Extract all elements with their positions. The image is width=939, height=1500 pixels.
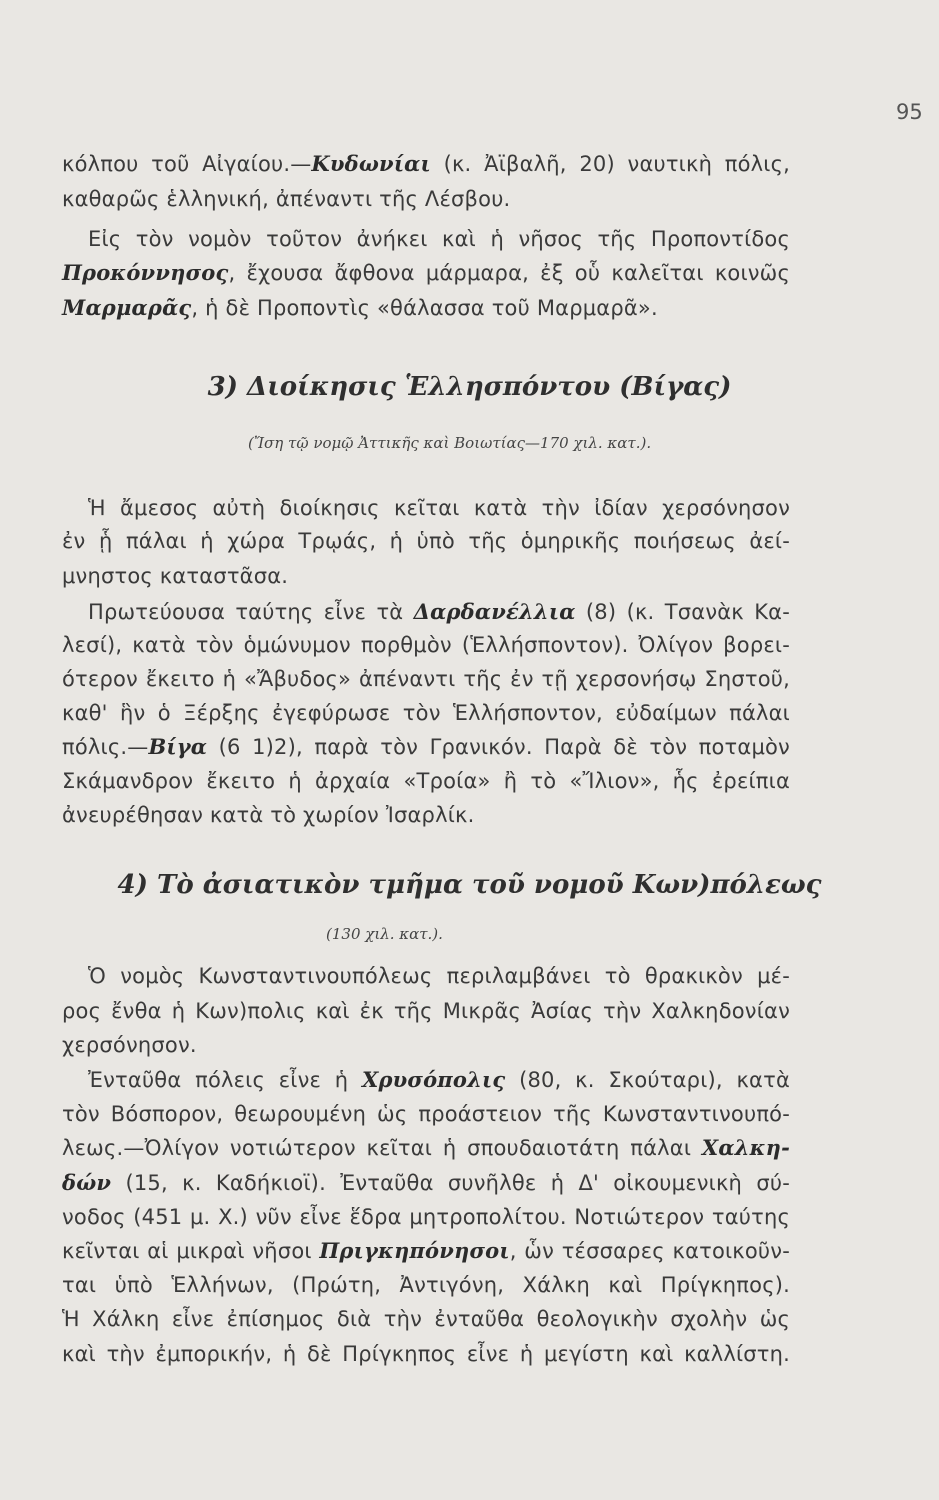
text-line: Πρωτεύουσα ταύτης εἶνε τὰ Δαρδανέλλια (8) (κ. Τσανὰκ Κα- xyxy=(88,599,790,624)
text-line: λεως.—Ὀλίγον νοτιώτερον κεῖται ἡ σπουδαιοτάτη πάλαι Χαλκη- xyxy=(62,1135,790,1160)
place-name: δών xyxy=(62,1170,112,1195)
text-line: Προκόννησος, ἔχουσα ἄφθονα μάρμαρα, ἐξ οὗ καλεῖται κοινῶς xyxy=(62,260,790,285)
text-line: Ἡ Χάλκη εἶνε ἐπίσημος διὰ τὴν ἐνταῦθα θεολογικὴν σχολὴν ὡς xyxy=(62,1307,790,1331)
text-line: Εἰς τὸν νομὸν τοῦτον ἀνήκει καὶ ἡ νῆσος τῆς Προποντίδος xyxy=(88,227,790,251)
text-line: μνηστος καταστᾶσα. xyxy=(62,564,289,588)
text-line: Ὁ νομὸς Κωνσταντινουπόλεως περιλαμβάνει τὸ θρακικὸν μέ- xyxy=(88,964,790,988)
section-subtitle: (Ἴση τῷ νομῷ Ἀττικῆς καὶ Βοιωτίας—170 χιλ. κατ.). xyxy=(248,434,652,452)
section-subtitle: (130 χιλ. κατ.). xyxy=(326,925,443,943)
text-line: Ἐνταῦθα πόλεις εἶνε ἡ Χρυσόπολις (80, κ. Σκούταρι), κατὰ xyxy=(88,1067,790,1092)
text-line: Σκάμανδρον ἔκειτο ἡ ἀρχαία «Τροία» ἢ τὸ «Ἴλιον», ἧς ἐρείπια xyxy=(62,769,790,793)
place-name: Μαρμαρᾶς xyxy=(62,295,192,320)
text-line: καθαρῶς ἑλληνική, ἀπέναντι τῆς Λέσβου. xyxy=(62,187,511,211)
page-number: 95 xyxy=(896,100,923,124)
text-line: ται ὑπὸ Ἑλλήνων, (Πρώτη, Ἀντιγόνη, Χάλκη καὶ Πρίγκηπος). xyxy=(62,1273,790,1297)
text-line: κεῖνται αἱ μικραὶ νῆσοι Πριγκηπόνησοι, ὧν τέσσαρες κατοικοῦν- xyxy=(62,1238,790,1263)
text-line: πόλις.—Βίγα (6 1)2), παρὰ τὸν Γρανικόν. Παρὰ δὲ τὸν ποταμὸν xyxy=(62,734,790,759)
text-line: δών (15, κ. Καδήκιοϊ). Ἐνταῦθα συνῆλθε ἡ Δ' οἰκουμενικὴ σύ- xyxy=(62,1170,790,1195)
text-line: λεσί), κατὰ τὸν ὁμώνυμον πορθμὸν (Ἑλλήσποντον). Ὀλίγον βορει- xyxy=(62,633,790,657)
text-line: καὶ τὴν ἐμπορικήν, ἡ δὲ Πρίγκηπος εἶνε ἡ μεγίστη καὶ καλλίστη. xyxy=(62,1342,790,1366)
place-name: Χαλκη- xyxy=(701,1135,790,1160)
text-line: νοδος (451 μ. Χ.) νῦν εἶνε ἕδρα μητροπολίτου. Νοτιώτερον ταύτης xyxy=(62,1205,790,1229)
section-heading: 4) Τὸ ἀσιατικὸν τμῆμα τοῦ νομοῦ Κων)πόλεως xyxy=(117,870,822,900)
place-name: Προκόννησος xyxy=(62,260,229,285)
text-line: ἐν ᾗ πάλαι ἡ χώρα Τρῳάς, ἡ ὑπὸ τῆς ὁμηρικῆς ποιήσεως ἀεί- xyxy=(62,529,790,553)
text-line: ἀνευρέθησαν κατὰ τὸ χωρίον Ἰσαρλίκ. xyxy=(62,803,475,827)
text-line: καθ' ἣν ὁ Ξέρξης ἐγεφύρωσε τὸν Ἑλλήσποντον, εὐδαίμων πάλαι xyxy=(62,701,790,725)
section-heading: 3) Διοίκησις Ἑλλησπόντου (Βίγας) xyxy=(207,372,732,402)
text-line: τὸν Βόσπορον, θεωρουμένη ὡς προάστειον τῆς Κωνσταντινουπό- xyxy=(62,1102,790,1126)
place-name: Κυδωνίαι xyxy=(311,151,431,176)
text-line: Ἡ ἄμεσος αὐτὴ διοίκησις κεῖται κατὰ τὴν ἰδίαν χερσόνησον xyxy=(88,496,790,520)
place-name: Πριγκηπόνησοι xyxy=(319,1238,510,1263)
text-line: κόλπου τοῦ Αἰγαίου.—Κυδωνίαι (κ. Ἀϊβαλῆ, 20) ναυτικὴ πόλις, xyxy=(62,151,790,176)
place-name: Χρυσόπολις xyxy=(361,1067,506,1092)
text-line: ότερον ἔκειτο ἡ «Ἄβυδος» ἀπέναντι τῆς ἐν τῇ χερσονήσῳ Σηστοῦ, xyxy=(62,667,790,691)
text-line: χερσόνησον. xyxy=(62,1033,197,1057)
text-line: ρος ἔνθα ἡ Κων)πολις καὶ ἐκ τῆς Μικρᾶς Ἀσίας τὴν Χαλκηδονίαν xyxy=(62,999,790,1023)
place-name: Βίγα xyxy=(148,734,208,759)
place-name: Δαρδανέλλια xyxy=(413,599,576,624)
text-line: Μαρμαρᾶς, ἡ δὲ Προποντὶς «θάλασσα τοῦ Μαρμαρᾶ». xyxy=(62,295,658,320)
